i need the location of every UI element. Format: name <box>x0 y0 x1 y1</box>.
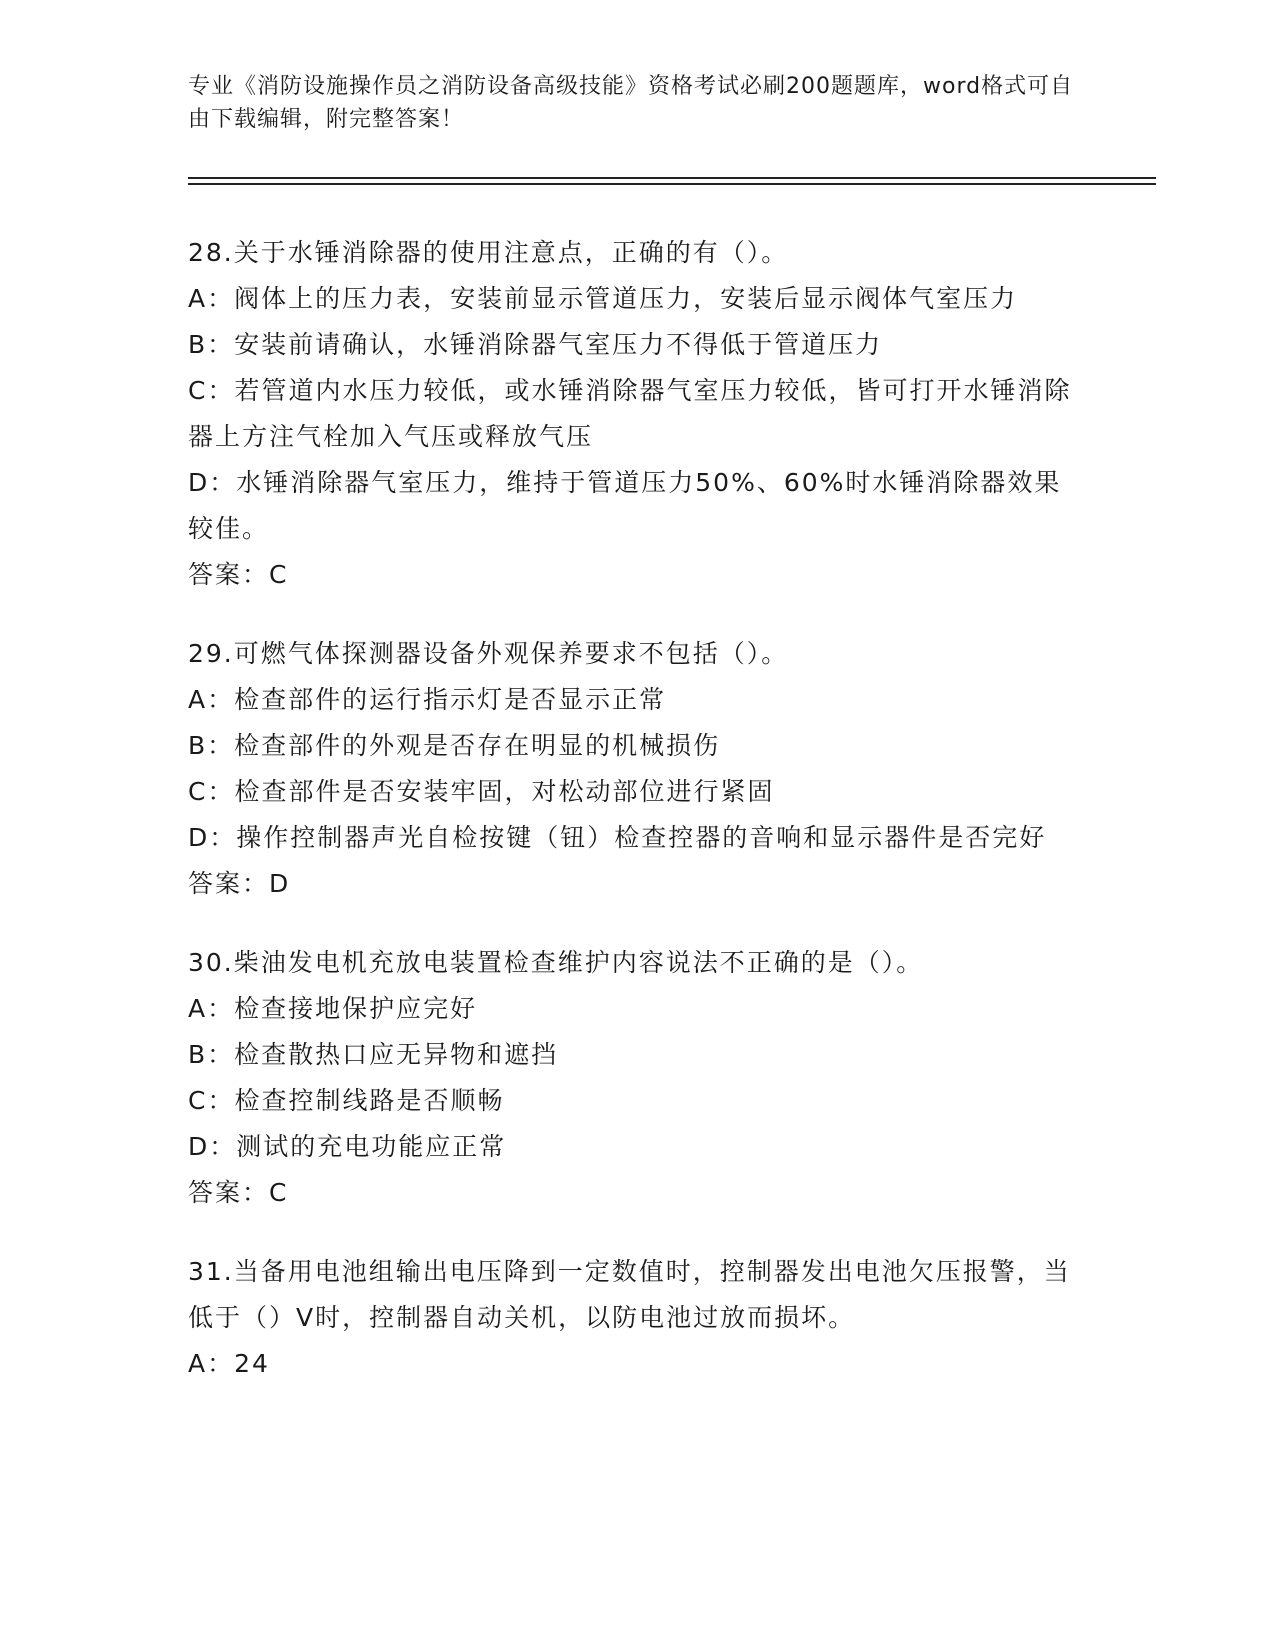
option-c: C：检查控制线路是否顺畅 <box>188 1086 505 1115</box>
question-29 <box>188 631 1088 907</box>
option-b: B：安装前请确认，水锤消除器气室压力不得低于管道压力 <box>188 330 883 359</box>
header-divider-bottom <box>188 183 1156 185</box>
question-28 <box>188 230 1088 598</box>
option-a: A：24 <box>188 1349 270 1378</box>
option-c: C：检查部件是否安装牢固，对松动部位进行紧固 <box>188 777 775 806</box>
answer-text: 答案：C <box>188 560 289 589</box>
question-list <box>188 230 1088 1420</box>
answer-text: 答案：C <box>188 1178 289 1207</box>
option-a: A：阀体上的压力表，安装前显示管道压力，安装后显示阀体气室压力 <box>188 284 1018 313</box>
question-30 <box>188 940 1088 1216</box>
question-31 <box>188 1249 1088 1387</box>
option-a: A：检查部件的运行指示灯是否显示正常 <box>188 685 667 714</box>
header-divider-top <box>188 177 1156 179</box>
option-d: D：操作控制器声光自检按键（钮）检查控器的音响和显示器件是否完好 <box>188 823 1047 852</box>
question-stem: 29.可燃气体探测器设备外观保养要求不包括（）。 <box>188 639 789 668</box>
question-stem: 28.关于水锤消除器的使用注意点，正确的有（）。 <box>188 238 789 267</box>
option-b: B：检查部件的外观是否存在明显的机械损伤 <box>188 731 721 760</box>
header-text: 专业《消防设施操作员之消防设备高级技能》资格考试必刷200题题库，word格式可自由下载编辑，附完整答案！ <box>188 74 1074 132</box>
option-b: B：检查散热口应无异物和遮挡 <box>188 1040 559 1069</box>
option-d: D：水锤消除器气室压力，维持于管道压力50%、60%时水锤消除器效果较佳。 <box>188 468 1062 543</box>
answer-text: 答案：D <box>188 869 291 898</box>
question-stem: 31.当备用电池组输出电压降到一定数值时，控制器发出电池欠压报警，当低于（）V时，控制器自动关机，以防电池过放而损坏。 <box>188 1257 1071 1332</box>
option-d: D：测试的充电功能应正常 <box>188 1132 507 1161</box>
question-stem: 30.柴油发电机充放电装置检查维护内容说法不正确的是（）。 <box>188 948 924 977</box>
option-a: A：检查接地保护应完好 <box>188 994 478 1023</box>
document-header <box>188 70 1088 136</box>
option-c: C：若管道内水压力较低，或水锤消除器气室压力较低，皆可打开水锤消除器上方注气栓加入气压或释放气压 <box>188 376 1072 451</box>
